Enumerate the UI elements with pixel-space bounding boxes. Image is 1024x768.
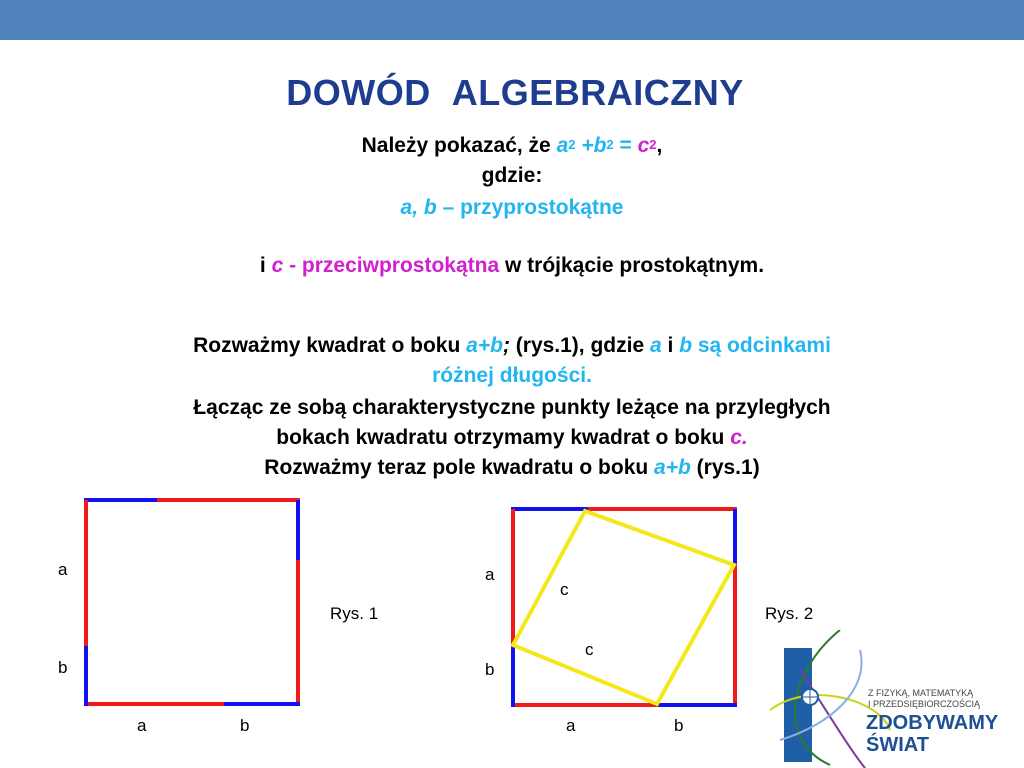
body-text: (rys.1) <box>690 456 760 479</box>
side-ab: a+b <box>466 334 503 357</box>
var-c-hyp: c <box>271 254 284 277</box>
var-c: c <box>637 134 650 157</box>
exp-a: 2 <box>568 137 576 152</box>
body-text: bokach kwadratu otrzymamy kwadrat o boku <box>276 426 731 449</box>
logo-line-3: ZDOBYWAMY <box>866 712 999 734</box>
exp-b: 2 <box>606 137 614 152</box>
var-a: a <box>556 134 569 157</box>
hypotenuse-label: - przeciwprostokątna <box>283 254 500 277</box>
logo-wordmark <box>866 712 998 756</box>
side-c: c. <box>730 426 748 449</box>
intro-line-4 <box>0 252 1024 280</box>
logo-line-1: Z FIZYKĄ, MATEMATYKĄ <box>868 688 974 698</box>
fig2-label-b-left: b <box>485 660 495 679</box>
fig2-label-a-bottom: a <box>566 716 576 735</box>
body-line-1 <box>0 332 1024 360</box>
figure-1-square <box>84 500 300 706</box>
triangle-text: w trójkącie prostokątnym. <box>499 254 765 277</box>
fig1-label-a-left: a <box>58 560 68 579</box>
comma: , <box>656 134 663 157</box>
segments-text: są odcinkami <box>692 334 831 357</box>
fig1-label-a-bottom: a <box>137 716 147 735</box>
body-line-3: Łącząc ze sobą charakterystyczne punkty leżące na przyległych <box>193 396 831 419</box>
intro-line-2: gdzie: <box>481 164 543 187</box>
fig2-label-b-bottom: b <box>674 716 684 735</box>
logo-line-2: I PRZEDSIĘBIORCZOŚCIĄ <box>868 699 981 709</box>
title-word-2: ALGEBRAICZNY <box>451 72 744 113</box>
fig2-caption: Rys. 2 <box>765 604 814 623</box>
logo-line-4: ŚWIAT <box>866 734 929 756</box>
vars-ab: a, b <box>400 196 437 219</box>
equals-sign: = <box>613 134 638 157</box>
figure-2-square <box>511 509 737 707</box>
intro-line-3 <box>0 194 1024 222</box>
body-line-4 <box>0 424 1024 452</box>
title-word-1: DOWÓD <box>286 72 431 113</box>
legs-label: – przyprostokątne <box>436 196 624 219</box>
fig2-label-c-lower: c <box>585 640 594 659</box>
body-text: Rozważmy kwadrat o boku <box>193 334 467 357</box>
body-line-5 <box>0 454 1024 482</box>
slide-title <box>0 72 1024 114</box>
side-ab-2: a+b <box>654 456 691 479</box>
var-b: +b <box>575 134 607 157</box>
var-a-2: a <box>649 334 662 357</box>
top-bar <box>0 0 1024 40</box>
fig2-label-c-upper: c <box>560 580 569 599</box>
var-b-2: b <box>679 334 693 357</box>
fig2-label-a-left: a <box>485 565 495 584</box>
intro-line-1 <box>0 132 1024 160</box>
exp-c: 2 <box>649 137 657 152</box>
fig1-caption: Rys. 1 <box>330 604 379 623</box>
fig2-inner-square-c <box>513 511 734 704</box>
body-text: Rozważmy teraz pole kwadratu o boku <box>264 456 655 479</box>
fig1-label-b-left: b <box>58 658 68 677</box>
conj-i: i <box>259 254 272 277</box>
logo-tagline <box>868 688 980 710</box>
semicolon: ; <box>502 334 510 357</box>
intro-text: Należy pokazać, że <box>361 134 557 157</box>
body-text: (rys.1), gdzie <box>509 334 650 357</box>
conj-i-2: i <box>661 334 680 357</box>
body-line-2: różnej długości. <box>432 364 592 387</box>
fig1-label-b-bottom: b <box>240 716 250 735</box>
